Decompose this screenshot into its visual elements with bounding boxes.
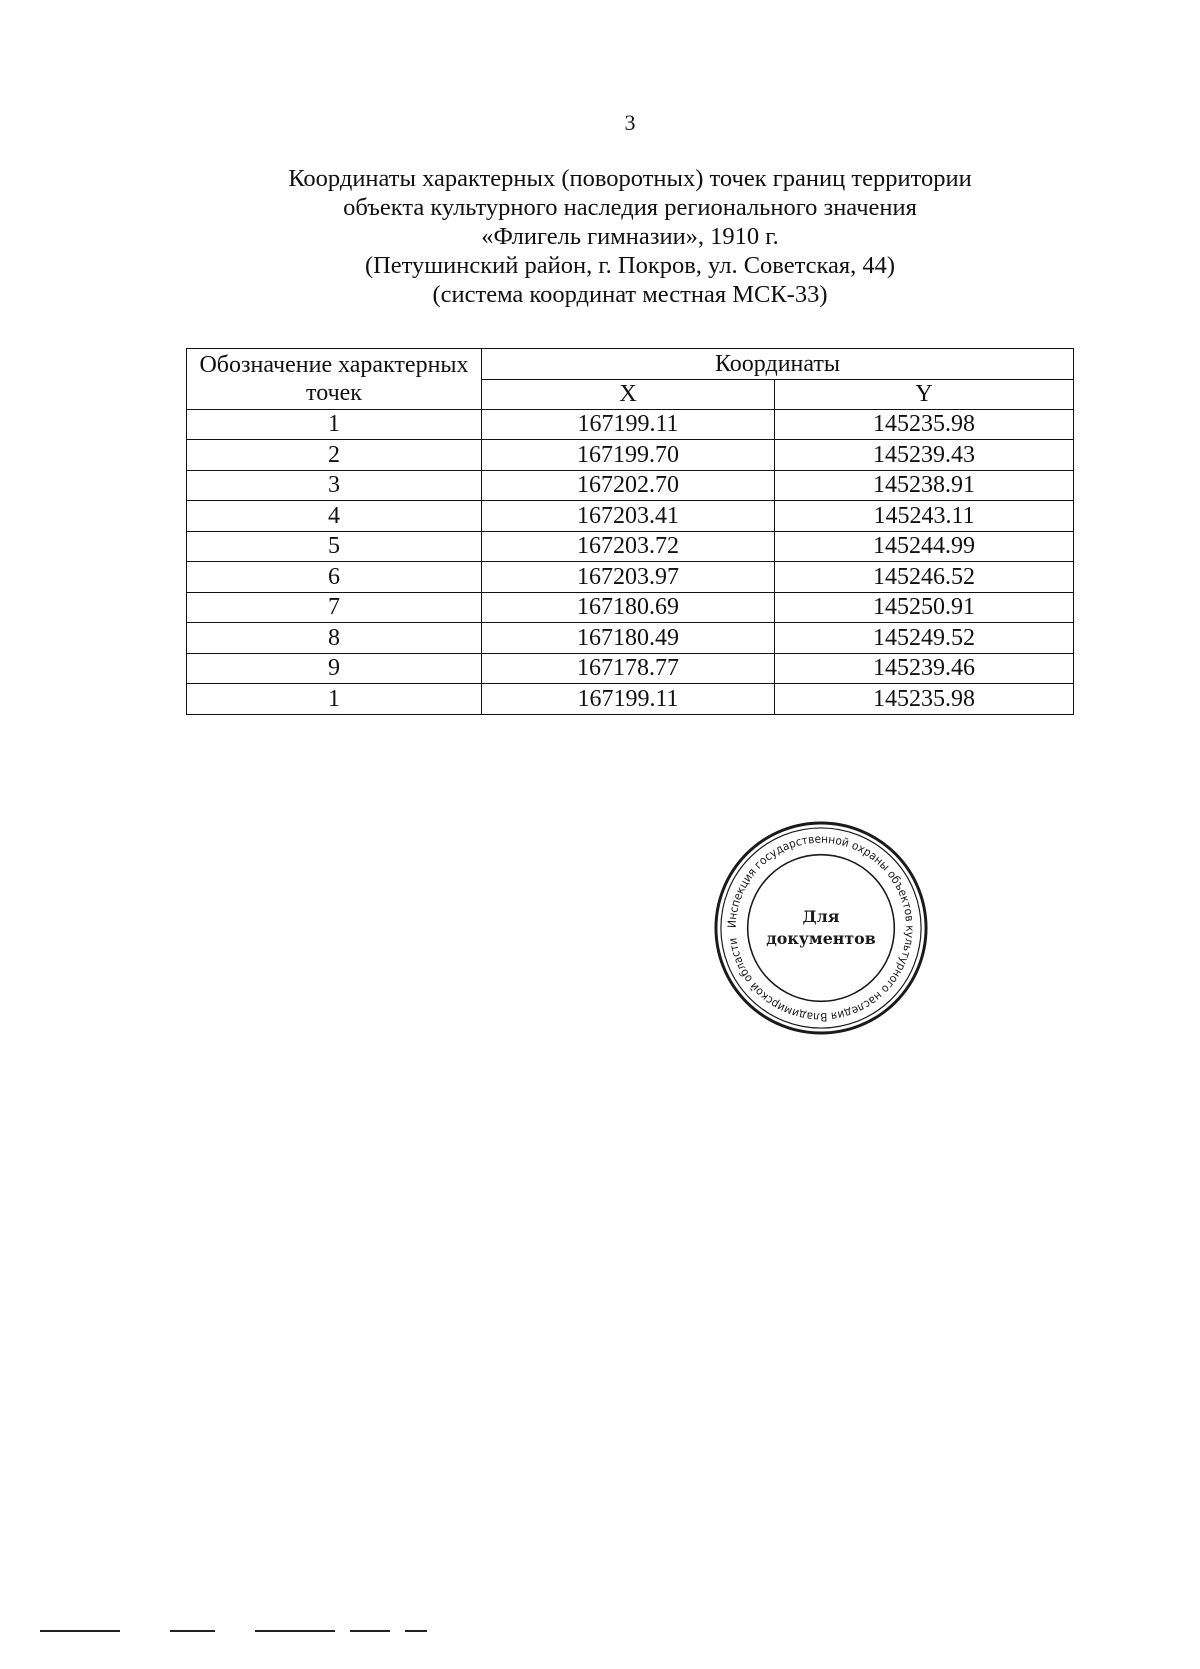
cell-x: 167199.70	[482, 440, 775, 471]
cell-x: 167199.11	[482, 684, 775, 715]
footer-dash	[405, 1630, 427, 1632]
footer-dash	[170, 1630, 215, 1632]
cell-x: 167202.70	[482, 470, 775, 501]
stamp-seal-icon	[712, 819, 930, 1037]
svg-text:документов: документов	[766, 928, 876, 948]
cell-point: 5	[187, 531, 482, 562]
footer-dash	[40, 1630, 120, 1632]
title-line-4: (Петушинский район, г. Покров, ул. Советская, 44)	[364, 252, 896, 279]
table-row	[187, 531, 1074, 562]
cell-y: 145239.43	[775, 440, 1074, 471]
table-row	[187, 440, 1074, 471]
page-number: 3	[624, 110, 636, 135]
title-line-3: «Флигель гимназии», 1910 г.	[481, 223, 779, 250]
cell-x: 167178.77	[482, 653, 775, 684]
table-row	[187, 623, 1074, 654]
cell-x: 167199.11	[482, 409, 775, 440]
cell-point: 6	[187, 562, 482, 593]
header-x: X	[482, 379, 775, 409]
cell-y: 145239.46	[775, 653, 1074, 684]
cell-point: 1	[187, 684, 482, 715]
title-line-1: Координаты характерных (поворотных) точек границ территории	[288, 165, 972, 192]
cell-y: 145235.98	[775, 684, 1074, 715]
header-y: Y	[775, 379, 1074, 409]
coordinates-table	[186, 348, 1074, 715]
table-row	[187, 653, 1074, 684]
svg-text:Для: Для	[802, 907, 840, 927]
footer-dashes	[40, 1630, 440, 1636]
official-stamp	[712, 819, 930, 1037]
table-row	[187, 562, 1074, 593]
cell-x: 167180.49	[482, 623, 775, 654]
cell-y: 145244.99	[775, 531, 1074, 562]
cell-x: 167203.97	[482, 562, 775, 593]
cell-point: 3	[187, 470, 482, 501]
cell-point: 1	[187, 409, 482, 440]
cell-x: 167203.72	[482, 531, 775, 562]
cell-point: 7	[187, 592, 482, 623]
svg-text:Инспекция государственной охра: Инспекция государственной охраны объектов культурного наследия Владимирской области	[724, 831, 918, 1025]
cell-x: 167203.41	[482, 501, 775, 532]
table-header-row	[187, 349, 1074, 380]
table-row	[187, 592, 1074, 623]
title-line-5: (система координат местная МСК-33)	[432, 281, 828, 308]
header-coordinates: Координаты	[482, 349, 1074, 380]
cell-point: 8	[187, 623, 482, 654]
cell-y: 145250.91	[775, 592, 1074, 623]
table-row	[187, 501, 1074, 532]
table-row	[187, 409, 1074, 440]
footer-dash	[350, 1630, 390, 1632]
cell-y: 145235.98	[775, 409, 1074, 440]
cell-point: 9	[187, 653, 482, 684]
cell-y: 145249.52	[775, 623, 1074, 654]
table-row	[187, 684, 1074, 715]
cell-y: 145246.52	[775, 562, 1074, 593]
cell-y: 145243.11	[775, 501, 1074, 532]
cell-y: 145238.91	[775, 470, 1074, 501]
cell-x: 167180.69	[482, 592, 775, 623]
cell-point: 4	[187, 501, 482, 532]
title-line-2: объекта культурного наследия регионального значения	[343, 194, 917, 221]
table-row	[187, 470, 1074, 501]
header-point-designation: Обозначение характерных точек	[187, 349, 482, 410]
document-title	[0, 164, 1200, 309]
cell-point: 2	[187, 440, 482, 471]
footer-dash	[255, 1630, 335, 1632]
